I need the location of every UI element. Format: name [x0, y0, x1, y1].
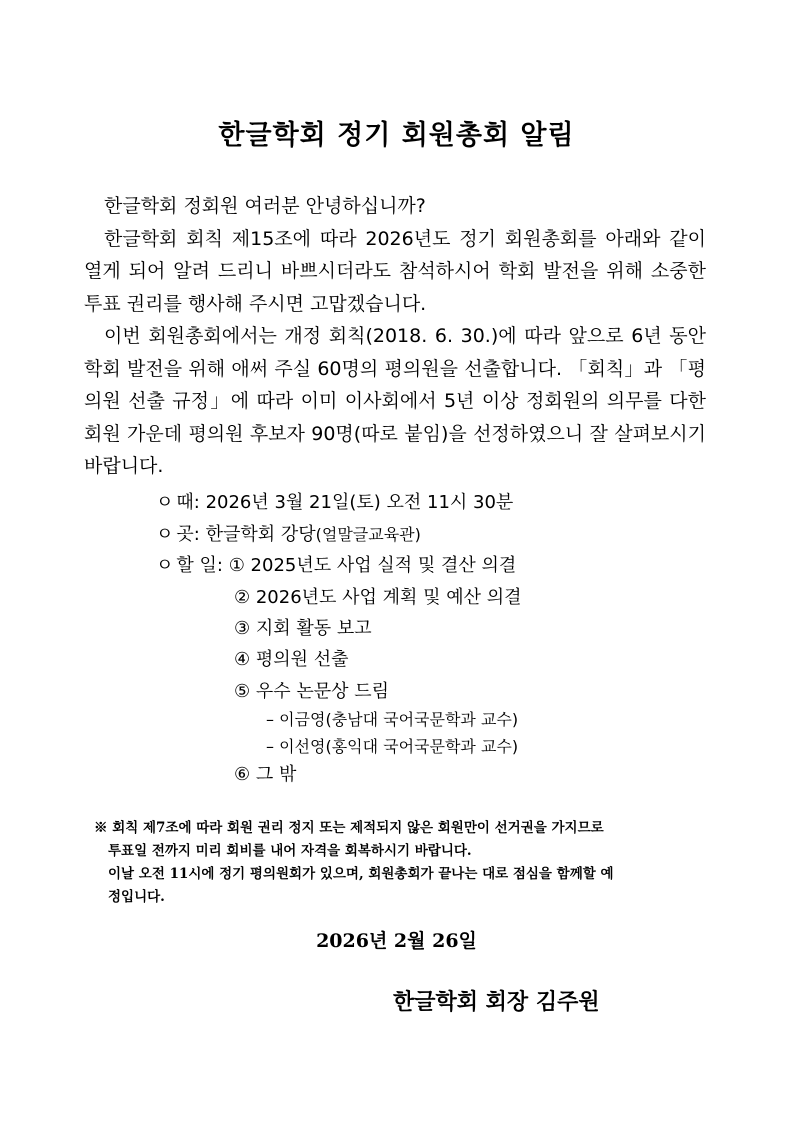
when-label: 때:: [176, 492, 200, 513]
body-paragraph-2: 이번 회원총회에서는 개정 회칙(2018. 6. 30.)에 따라 앞으로 6년 동안 학회 발전을 위해 애써 주실 60명의 평의원을 선출합니다. 「회칙」과 「평의원 선출 규정」에 따라 이미 이사회에서 5년 이상 정회원의 의무를 다한 회원 가운데 평의원 후보자 90명(따로 붙임)을 선정하였으니 잘 살펴보시기 바랍니다.: [84, 325, 706, 477]
footnote-line-3: 이날 오전 11시에 정기 평의원회가 있으며, 회원총회가 끝나는 대로 점심을 함께할 예: [108, 866, 614, 882]
award-recipient-1: – 이금영(충남대 국어국문학과 교수): [266, 710, 519, 729]
agenda-item-3: ③ 지회 활동 보고: [234, 618, 372, 639]
agenda-item-5: ⑤ 우수 논문상 드림: [234, 681, 390, 702]
detail-when: [156, 488, 513, 514]
footnote-line-1: ※ 회칙 제7조에 따라 회원 권리 정지 또는 제적되지 않은 회원만이 선거권을 가지므로: [94, 820, 604, 836]
bullet-marker: ㅇ: [156, 492, 174, 513]
footnote-line-4: 정입니다.: [108, 889, 165, 905]
where-label: 곳:: [176, 524, 200, 545]
agenda-label: 할 일:: [176, 555, 223, 576]
agenda-item-1: ① 2025년도 사업 실적 및 결산 의결: [228, 555, 517, 576]
when-value: 2026년 3월 21일(토) 오전 11시 30분: [205, 492, 514, 513]
bullet-marker: ㅇ: [156, 524, 174, 545]
agenda-item-2: ② 2026년도 사업 계획 및 예산 의결: [234, 587, 522, 608]
notice-body: [84, 190, 706, 483]
where-value: 한글학회 강당: [205, 524, 316, 545]
footnote-line-2: 투표일 전까지 미리 회비를 내어 자격을 회복하시기 바랍니다.: [108, 843, 472, 859]
notice-signer: 한글학회 회장 김주원: [393, 989, 600, 1015]
agenda-item-6: ⑥ 그 밖: [234, 764, 297, 785]
notice-footnote: [94, 817, 706, 909]
detail-agenda: [156, 551, 516, 577]
bullet-marker: ㅇ: [156, 555, 174, 576]
body-paragraph-1: 한글학회 회칙 제15조에 따라 2026년도 정기 회원총회를 아래와 같이 열게 되어 알려 드리니 바쁘시더라도 참석하시어 학회 발전을 위해 소중한 투표 권리를 행사해 주시면 고맙겠습니다.: [84, 227, 706, 315]
agenda-item-4: ④ 평의원 선출: [234, 649, 349, 670]
award-recipient-2: – 이선영(홍익대 국어국문학과 교수): [266, 737, 519, 756]
page-title: 한글학회 정기 회원총회 알림: [218, 120, 575, 151]
where-note: (얼말글교육관): [315, 525, 421, 544]
greeting-paragraph: 한글학회 정회원 여러분 안녕하십니까?: [104, 195, 426, 217]
detail-where: [156, 520, 421, 546]
notice-date: 2026년 2월 26일: [316, 930, 477, 952]
